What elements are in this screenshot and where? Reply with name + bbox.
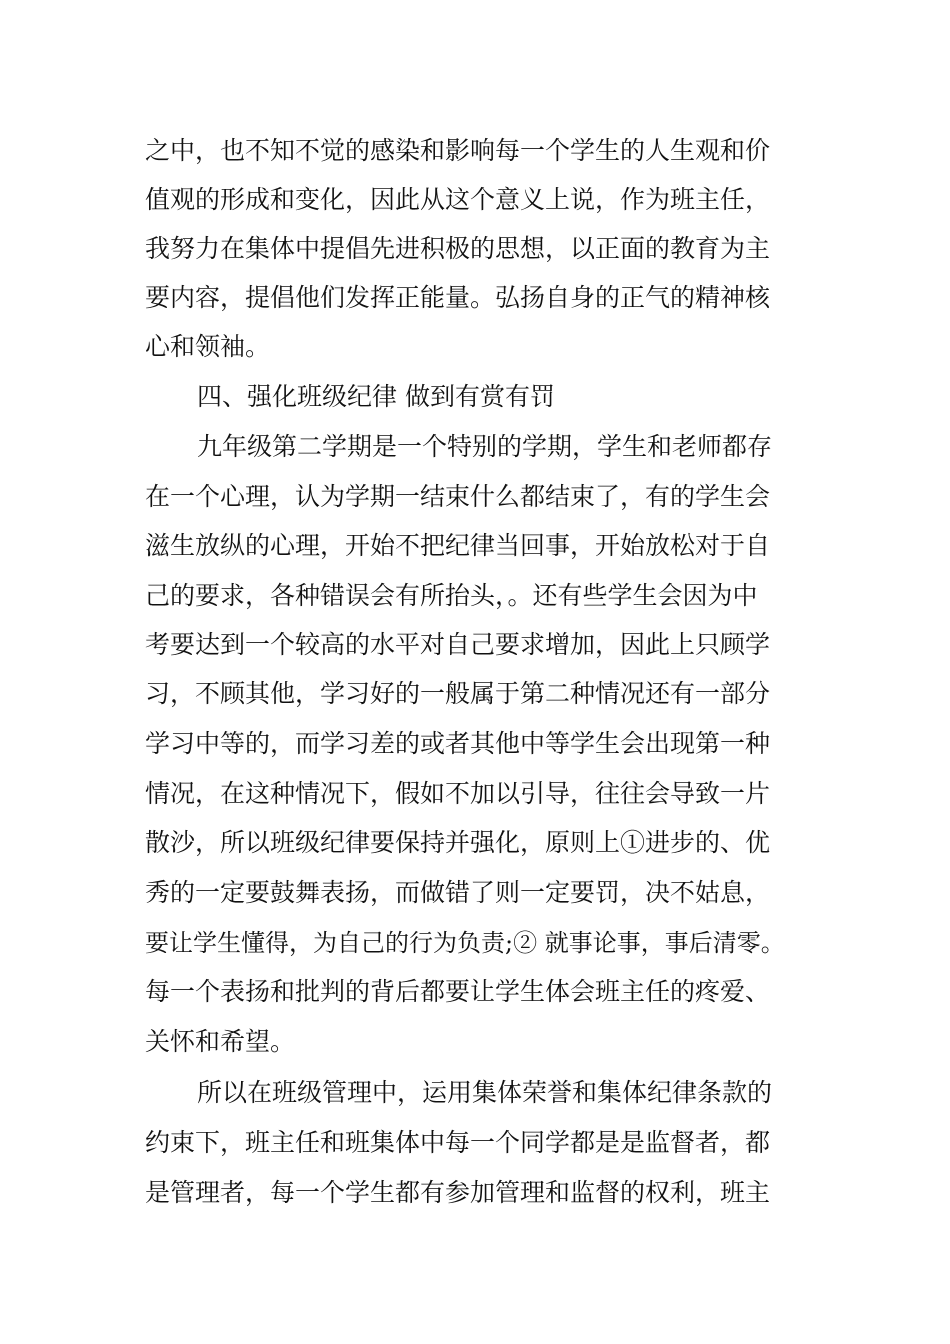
text-line: 习，不顾其他，学习好的一般属于第二种情况还有一部分 xyxy=(145,679,771,708)
text-line: 每一个表扬和批判的背后都要让学生体会班主任的疼爱、 xyxy=(145,977,771,1006)
text-line: 滋生放纵的心理，开始不把纪律当回事，开始放松对于自 xyxy=(145,531,771,560)
text-line: 约束下，班主任和班集体中每一个同学都是是监督者，都 xyxy=(145,1128,771,1157)
text-line: 是管理者，每一个学生都有参加管理和监督的权利，班主 xyxy=(145,1178,771,1207)
text-line: 关怀和希望。 xyxy=(145,1027,296,1056)
text-line: 之中，也不知不觉的感染和影响每一个学生的人生观和价 xyxy=(145,136,771,165)
text-line: 心和领袖。 xyxy=(145,332,271,361)
text-line: 散沙，所以班级纪律要保持并强化，原则上①进步的、优 xyxy=(145,828,771,857)
text-line: 考要达到一个较高的水平对自己要求增加，因此上只顾学 xyxy=(145,630,771,659)
text-line: 己的要求，各种错误会有所抬头，。还有些学生会因为中 xyxy=(145,581,758,610)
text-line: 秀的一定要鼓舞表扬，而做错了则一定要罚，决不姑息， xyxy=(145,878,771,907)
text-line: 我努力在集体中提倡先进积极的思想，以正面的教育为主 xyxy=(145,234,771,263)
text-line: 所以在班级管理中，运用集体荣誉和集体纪律条款的 xyxy=(197,1078,773,1107)
text-line: 九年级第二学期是一个特别的学期，学生和老师都存 xyxy=(197,432,773,461)
section-heading: 四、强化班级纪律 做到有赏有罚 xyxy=(197,382,555,411)
text-line: 情况，在这种情况下，假如不加以引导，往往会导致一片 xyxy=(145,779,771,808)
text-line: 值观的形成和变化，因此从这个意义上说，作为班主任， xyxy=(145,185,771,214)
text-line: 在一个心理，认为学期一结束什么都结束了，有的学生会 xyxy=(145,482,771,511)
text-line: 学习中等的，而学习差的或者其他中等学生会出现第一种 xyxy=(145,729,771,758)
text-line: 要让学生懂得，为自己的行为负责;② 就事论事，事后清零。 xyxy=(145,929,785,957)
text-line: 要内容，提倡他们发挥正能量。弘扬自身的正气的精神核 xyxy=(145,283,771,312)
